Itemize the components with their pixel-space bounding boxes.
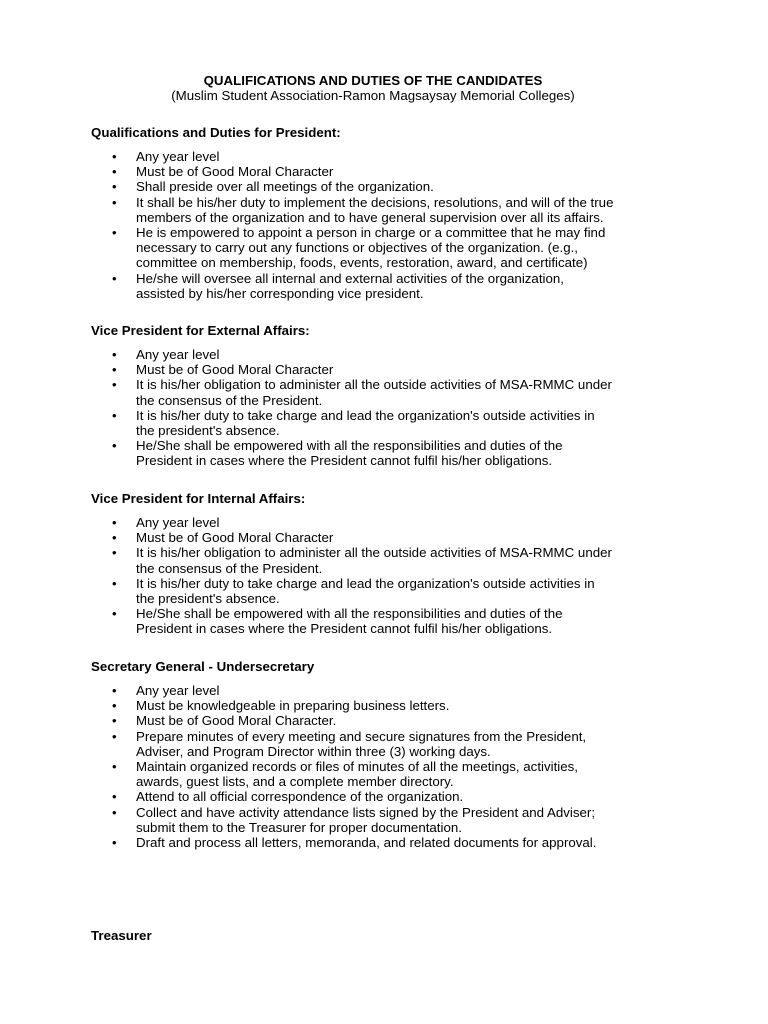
list-item-text: Any year level	[136, 149, 220, 164]
list-item-text: awards, guest lists, and a complete member directory.	[136, 774, 454, 790]
list-item-text: Must be of Good Moral Character	[136, 164, 334, 180]
section-heading-treasurer: Treasurer	[91, 928, 152, 943]
list-item-text: Any year level	[136, 347, 220, 362]
bullet-icon: •	[112, 759, 117, 775]
bullet-icon: •	[112, 270, 117, 286]
list-item-text: necessary to carry out any functions or objectives of the organization. (e.g.,	[136, 240, 578, 256]
list-item-text: It is his/her duty to take charge and lead the organization's outside activities in	[136, 407, 595, 423]
list-item	[0, 576, 768, 606]
list-item	[0, 698, 768, 713]
list-item	[0, 179, 768, 194]
list-item	[0, 195, 768, 225]
bullet-icon: •	[112, 698, 117, 714]
list-item-text: He is empowered to appoint a person in charge or a committee that he may find	[136, 225, 606, 241]
bullet-icon: •	[112, 362, 117, 378]
list-item	[0, 759, 768, 789]
list-item-text: assisted by his/her corresponding vice president.	[136, 285, 424, 301]
list-item	[0, 377, 768, 407]
list-item-text: Attend to all official correspondence of the organization.	[136, 789, 464, 805]
bullet-icon: •	[112, 804, 117, 820]
list-item	[0, 408, 768, 438]
list-item	[0, 835, 768, 850]
list-item-text: Must be of Good Moral Character	[136, 362, 334, 378]
list-item-text: the president's absence.	[136, 423, 280, 439]
bullet-icon: •	[112, 530, 117, 546]
list-item-text: committee on membership, foods, events, restoration, award, and certificate)	[136, 255, 588, 271]
list-item	[0, 805, 768, 835]
bullet-icon: •	[112, 179, 117, 195]
list-item	[0, 271, 768, 301]
bullet-icon: •	[112, 515, 117, 530]
bullet-icon: •	[112, 225, 117, 241]
list-item	[0, 347, 768, 362]
bullet-icon: •	[112, 789, 117, 805]
bullet-icon: •	[112, 194, 117, 210]
document-title: QUALIFICATIONS AND DUTIES OF THE CANDIDATES	[203, 73, 543, 88]
list-item-text: It is his/her duty to take charge and lead the organization's outside activities in	[136, 575, 595, 591]
list-item-text: the consensus of the President.	[136, 392, 323, 408]
section-heading-secretary-general: Secretary General - Undersecretary	[91, 659, 315, 674]
list-item-text: Collect and have activity attendance lists signed by the President and Adviser;	[136, 804, 596, 820]
list-item-text: It is his/her obligation to administer all the outside activities of MSA-RMMC under	[136, 545, 612, 561]
list-item-text: Must be of Good Moral Character	[136, 530, 334, 546]
list-item-text: Adviser, and Program Director within three (3) working days.	[136, 743, 491, 759]
bullet-icon: •	[112, 438, 117, 454]
list-item	[0, 515, 768, 530]
section-heading-vp-external: Vice President for External Affairs:	[91, 323, 310, 338]
list-item-text: He/She shall be empowered with all the responsibilities and duties of the	[136, 606, 563, 622]
list-item	[0, 713, 768, 728]
list-item-text: Any year level	[136, 515, 220, 530]
section-heading-president: Qualifications and Duties for President:	[91, 125, 341, 140]
list-item-text: members of the organization and to have general supervision over all its affairs.	[136, 209, 604, 225]
list-item-text: the president's absence.	[136, 591, 280, 607]
bullet-icon: •	[112, 728, 117, 744]
list-item	[0, 362, 768, 377]
list-item	[0, 164, 768, 179]
bullet-icon: •	[112, 575, 117, 591]
list-item	[0, 530, 768, 545]
document-subtitle: (Muslim Student Association-Ramon Magsaysay Memorial Colleges)	[171, 88, 575, 103]
list-item-text: It is his/her obligation to administer all the outside activities of MSA-RMMC under	[136, 377, 612, 393]
bullet-icon: •	[112, 164, 117, 180]
bullet-icon: •	[112, 347, 117, 362]
list-item-text: Prepare minutes of every meeting and secure signatures from the President,	[136, 728, 587, 744]
secretary-general-duties-list	[0, 683, 768, 850]
list-item	[0, 606, 768, 636]
list-item-text: the consensus of the President.	[136, 560, 323, 576]
bullet-icon: •	[112, 606, 117, 622]
list-item	[0, 789, 768, 804]
bullet-icon: •	[112, 377, 117, 393]
list-item-text: Maintain organized records or files of minutes of all the meetings, activities,	[136, 759, 578, 775]
bullet-icon: •	[112, 683, 117, 698]
list-item	[0, 438, 768, 468]
president-duties-list	[0, 149, 768, 301]
list-item	[0, 225, 768, 271]
list-item	[0, 149, 768, 164]
bullet-icon: •	[112, 149, 117, 164]
bullet-icon: •	[112, 713, 117, 729]
list-item-text: Shall preside over all meetings of the organization.	[136, 179, 434, 195]
bullet-icon: •	[112, 545, 117, 561]
list-item	[0, 683, 768, 698]
list-item-text: It shall be his/her duty to implement the decisions, resolutions, and will of the true	[136, 194, 614, 210]
list-item-text: submit them to the Treasurer for proper documentation.	[136, 819, 462, 835]
list-item-text: He/she will oversee all internal and external activities of the organization,	[136, 270, 564, 286]
list-item-text: President in cases where the President cannot fulfil his/her obligations.	[136, 621, 553, 637]
vp-internal-duties-list	[0, 515, 768, 637]
list-item	[0, 729, 768, 759]
list-item-text: Any year level	[136, 683, 220, 698]
list-item-text: Draft and process all letters, memoranda, and related documents for approval.	[136, 835, 597, 851]
vp-external-duties-list	[0, 347, 768, 469]
section-heading-vp-internal: Vice President for Internal Affairs:	[91, 491, 306, 506]
list-item-text: Must be knowledgeable in preparing business letters.	[136, 698, 450, 714]
bullet-icon: •	[112, 835, 117, 851]
list-item-text: He/She shall be empowered with all the responsibilities and duties of the	[136, 438, 563, 454]
bullet-icon: •	[112, 407, 117, 423]
document-header	[0, 73, 746, 103]
list-item-text: Must be of Good Moral Character.	[136, 713, 337, 729]
list-item-text: President in cases where the President cannot fulfil his/her obligations.	[136, 453, 553, 469]
list-item	[0, 545, 768, 575]
